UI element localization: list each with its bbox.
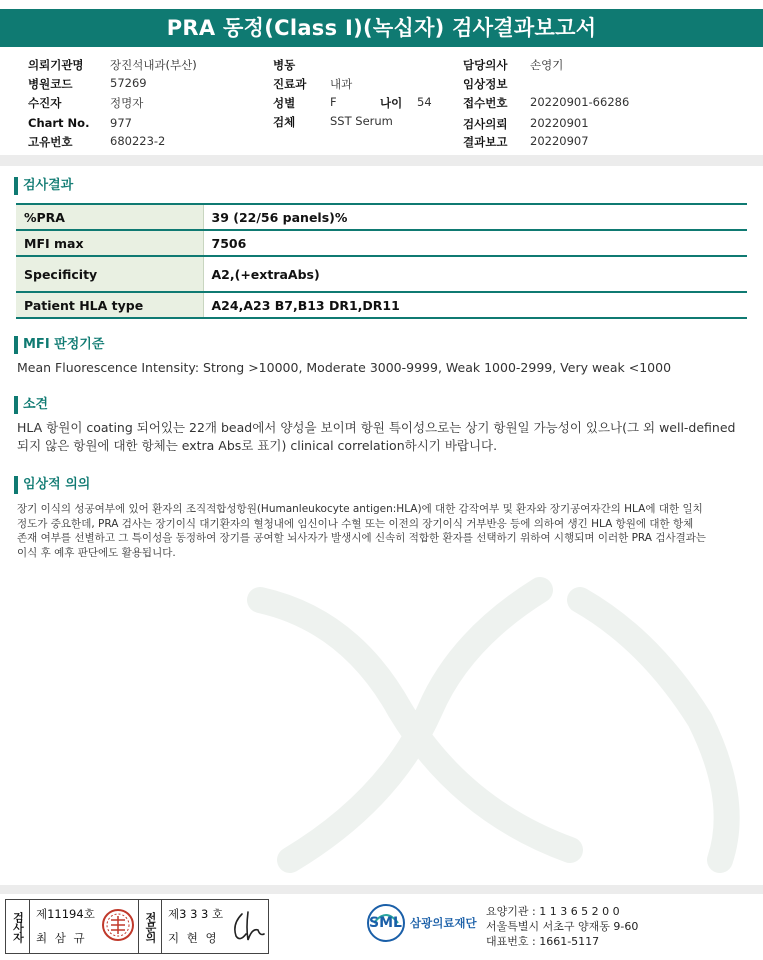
sex-value: F <box>330 95 337 109</box>
examiner-label: 검사자 <box>6 900 30 953</box>
signature-icon <box>228 906 268 946</box>
report-date-value: 20220907 <box>530 134 589 148</box>
org-address: 서울특별시 서초구 양재동 9-60 <box>486 920 639 933</box>
significance-line: 정도가 중요한데, PRA 검사는 장기이식 대기환자의 혈청내에 임신이나 수혈 또는 이전의 장기이식 거부반응 등에 의하여 생긴 HLA 항원에 대한 항체 <box>17 517 694 530</box>
results-table <box>16 203 747 319</box>
specimen-label: 검체 <box>273 115 296 129</box>
table-row <box>16 204 747 230</box>
mfi-heading: MFI 판정기준 <box>14 336 104 354</box>
significance-line: 장기 이식의 성공여부에 있어 환자의 조직적합성항원(Humanleukocyte antigen:HLA)에 대한 감작여부 및 환자와 장기공여자간의 HLA에 대한 일치 <box>17 503 703 515</box>
hospital-code-label: 병원코드 <box>28 77 73 91</box>
report-title: PRA 동정(Class I)(녹십자) 검사결과보고서 <box>0 9 763 47</box>
significance-line: 이식 후 예후 판단에도 활용됩니다. <box>17 546 176 559</box>
logo-text: SML <box>369 915 402 931</box>
org-code: 요양기관 : 1 1 3 6 5 2 0 0 <box>486 905 620 918</box>
clinical-info-label: 임상정보 <box>463 77 508 91</box>
table-row <box>16 292 747 318</box>
doctor-label: 담당의사 <box>463 58 508 72</box>
result-key: Patient HLA type <box>16 292 203 318</box>
hospital-code-value: 57269 <box>110 76 147 90</box>
request-date-label: 검사의뢰 <box>463 117 508 131</box>
specimen-value: SST Serum <box>330 114 393 128</box>
id-label: 고유번호 <box>28 135 73 149</box>
physician-label: 전문의 <box>138 900 162 953</box>
result-value: 39 (22/56 panels)% <box>203 204 747 230</box>
id-value: 680223-2 <box>110 134 166 148</box>
examiner-name: 최 삼 규 <box>36 931 87 945</box>
seal-stamp-icon <box>101 908 135 942</box>
table-row <box>16 256 747 292</box>
ward-label: 병동 <box>273 58 296 72</box>
results-heading: 검사결과 <box>14 177 73 195</box>
institution-value: 장진석내과(부산) <box>110 58 197 72</box>
receipt-value: 20220901-66286 <box>530 95 630 109</box>
patient-info <box>0 54 763 152</box>
chart-label: Chart No. <box>28 116 90 130</box>
report-footer <box>0 885 763 960</box>
section-divider <box>0 155 763 166</box>
physician-name: 지 현 영 <box>168 931 219 945</box>
dept-value: 내과 <box>330 77 353 91</box>
dept-label: 진료과 <box>273 77 307 91</box>
opinion-line: HLA 항원이 coating 되어있는 22개 bead에서 양성을 보이며 항원 특이성으로는 상기 항원일 가능성이 있으나(그 외 well-defined <box>17 420 736 435</box>
request-date-value: 20220901 <box>530 116 589 130</box>
significance-line: 존재 여부를 선별하고 그 특이성을 동정하여 장기를 공여할 뇌사자가 발생시에 신속히 적합한 환자를 선택하기 위하여 시행되며 이러한 PRA 검사결과는 <box>17 532 707 544</box>
org-logo <box>366 903 406 943</box>
result-key: MFI max <box>16 230 203 256</box>
org-phone: 대표번호 : 1661-5117 <box>486 935 600 948</box>
age-label: 나이 <box>380 96 403 110</box>
result-value: 7506 <box>203 230 747 256</box>
watermark-logo <box>200 560 760 880</box>
patient-label: 수진자 <box>28 96 62 110</box>
table-row <box>16 230 747 256</box>
significance-text <box>17 502 747 560</box>
significance-heading: 임상적 의의 <box>14 476 90 494</box>
doctor-value: 손영기 <box>530 58 564 72</box>
physician-number: 제3 3 3 호 <box>168 907 224 921</box>
receipt-label: 접수번호 <box>463 96 508 110</box>
result-value: A2,(+extraAbs) <box>203 256 747 292</box>
result-key: %PRA <box>16 204 203 230</box>
opinion-line: 되지 않은 항원에 대한 항체는 extra Abs로 표기) clinical correlation하시기 바랍니다. <box>17 438 498 453</box>
opinion-heading: 소견 <box>14 396 48 414</box>
org-name: 삼광의료재단 <box>410 916 477 930</box>
result-value: A24,A23 B7,B13 DR1,DR11 <box>203 292 747 318</box>
age-value: 54 <box>417 95 432 109</box>
signature-box <box>5 899 269 954</box>
report-date-label: 결과보고 <box>463 135 508 149</box>
chart-value: 977 <box>110 116 132 130</box>
result-key: Specificity <box>16 256 203 292</box>
sex-label: 성별 <box>273 96 296 110</box>
examiner-number: 제11194호 <box>36 907 95 921</box>
patient-value: 정명자 <box>110 96 144 110</box>
footer-divider <box>0 885 763 894</box>
institution-label: 의뢰기관명 <box>28 58 84 72</box>
opinion-text <box>17 419 747 455</box>
mfi-text: Mean Fluorescence Intensity: Strong >10000, Moderate 3000-9999, Weak 1000-2999, Very weak <1000 <box>17 360 672 375</box>
